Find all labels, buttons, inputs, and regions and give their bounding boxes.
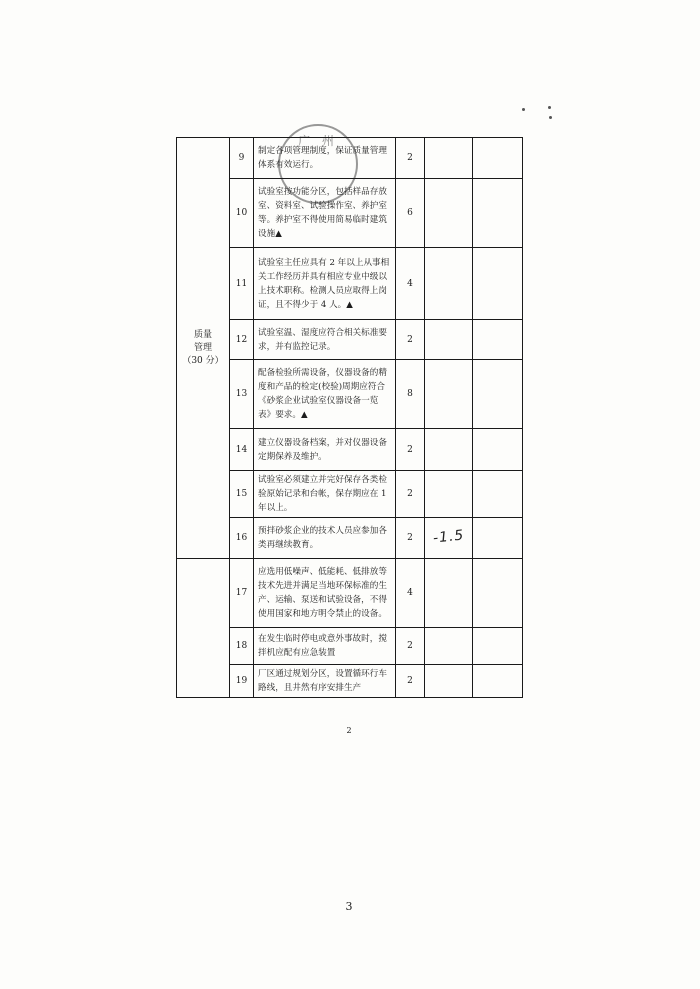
handwritten-deduction: -1.5 — [432, 527, 465, 547]
item-score: 2 — [396, 471, 425, 518]
item-number: 17 — [230, 559, 254, 628]
deduction-cell — [425, 429, 473, 471]
scan-speck — [548, 106, 551, 109]
item-score: 2 — [396, 138, 425, 179]
item-requirement: 厂区通过规划分区，设置循环行车路线，且井然有序安排生产 — [254, 665, 396, 698]
item-score: 2 — [396, 429, 425, 471]
item-number: 16 — [230, 518, 254, 559]
category-cell-blank — [177, 559, 230, 698]
deduction-cell — [425, 248, 473, 320]
blank-cell — [473, 320, 523, 360]
item-requirement: 试验室主任应具有 2 年以上从事相关工作经历并具有相应专业中级以上技术职称。检测人员应取得上岗证，且不得少于 4 人。▲ — [254, 248, 396, 320]
item-requirement: 试验室按功能分区，包括样品存放室、资料室、试验操作室、养护室等。养护室不得使用简易临时建筑设施▲ — [254, 179, 396, 248]
deduction-cell — [425, 360, 473, 429]
blank-cell — [473, 518, 523, 559]
table-row — [177, 138, 523, 179]
table-row — [177, 559, 523, 628]
item-number: 10 — [230, 179, 254, 248]
blank-cell — [473, 179, 523, 248]
item-number: 19 — [230, 665, 254, 698]
item-score: 8 — [396, 360, 425, 429]
blank-cell — [473, 471, 523, 518]
item-requirement: 在发生临时停电或意外事故时，搅拌机应配有应急装置 — [254, 628, 396, 665]
item-requirement: 应选用低噪声、低能耗、低排放等技术先进并满足当地环保标准的生产、运输、泵送和试验设备，不得使用国家和地方明令禁止的设备。 — [254, 559, 396, 628]
deduction-cell — [425, 518, 473, 559]
blank-cell — [473, 628, 523, 665]
item-number: 18 — [230, 628, 254, 665]
item-requirement: 制定各项管理制度，保证质量管理体系有效运行。 — [254, 138, 396, 179]
blank-cell — [473, 559, 523, 628]
blank-cell — [473, 665, 523, 698]
item-score: 2 — [396, 628, 425, 665]
scan-speck — [522, 108, 525, 111]
item-number: 14 — [230, 429, 254, 471]
inner-page-number: 2 — [346, 726, 352, 735]
deduction-cell — [425, 665, 473, 698]
deduction-cell — [425, 179, 473, 248]
deduction-cell — [425, 559, 473, 628]
item-number: 13 — [230, 360, 254, 429]
item-number: 15 — [230, 471, 254, 518]
category-points: （30 分） — [182, 355, 224, 366]
category-cell — [177, 138, 230, 559]
item-score: 2 — [396, 518, 425, 559]
item-score: 6 — [396, 179, 425, 248]
item-requirement: 预拌砂浆企业的技术人员应参加各类再继续教育。 — [254, 518, 396, 559]
blank-cell — [473, 138, 523, 179]
outer-page-number: 3 — [345, 900, 353, 913]
deduction-cell — [425, 628, 473, 665]
blank-cell — [473, 248, 523, 320]
scan-speck — [549, 116, 552, 119]
item-requirement: 配备检验所需设备，仪器设备的精度和产品的检定(校验)周期应符合《砂浆企业试验室仪器设备一览表》要求。▲ — [254, 360, 396, 429]
item-score: 2 — [396, 665, 425, 698]
item-requirement: 试验室必须建立并完好保存各类检验原始记录和台帐，保存期应在 1 年以上。 — [254, 471, 396, 518]
item-score: 4 — [396, 559, 425, 628]
blank-cell — [473, 429, 523, 471]
item-score: 2 — [396, 320, 425, 360]
item-number: 12 — [230, 320, 254, 360]
deduction-cell — [425, 471, 473, 518]
deduction-cell — [425, 138, 473, 179]
blank-cell — [473, 360, 523, 429]
item-requirement: 建立仪器设备档案，并对仪器设备定期保养及维护。 — [254, 429, 396, 471]
item-number: 11 — [230, 248, 254, 320]
deduction-cell — [425, 320, 473, 360]
item-requirement: 试验室温、湿度应符合相关标准要求，并有监控记录。 — [254, 320, 396, 360]
item-number: 9 — [230, 138, 254, 179]
category-line1: 质量 — [193, 329, 212, 340]
evaluation-table — [176, 137, 523, 698]
category-line2: 管理 — [193, 342, 212, 353]
official-seal: 广 州 — [278, 124, 358, 204]
item-score: 4 — [396, 248, 425, 320]
